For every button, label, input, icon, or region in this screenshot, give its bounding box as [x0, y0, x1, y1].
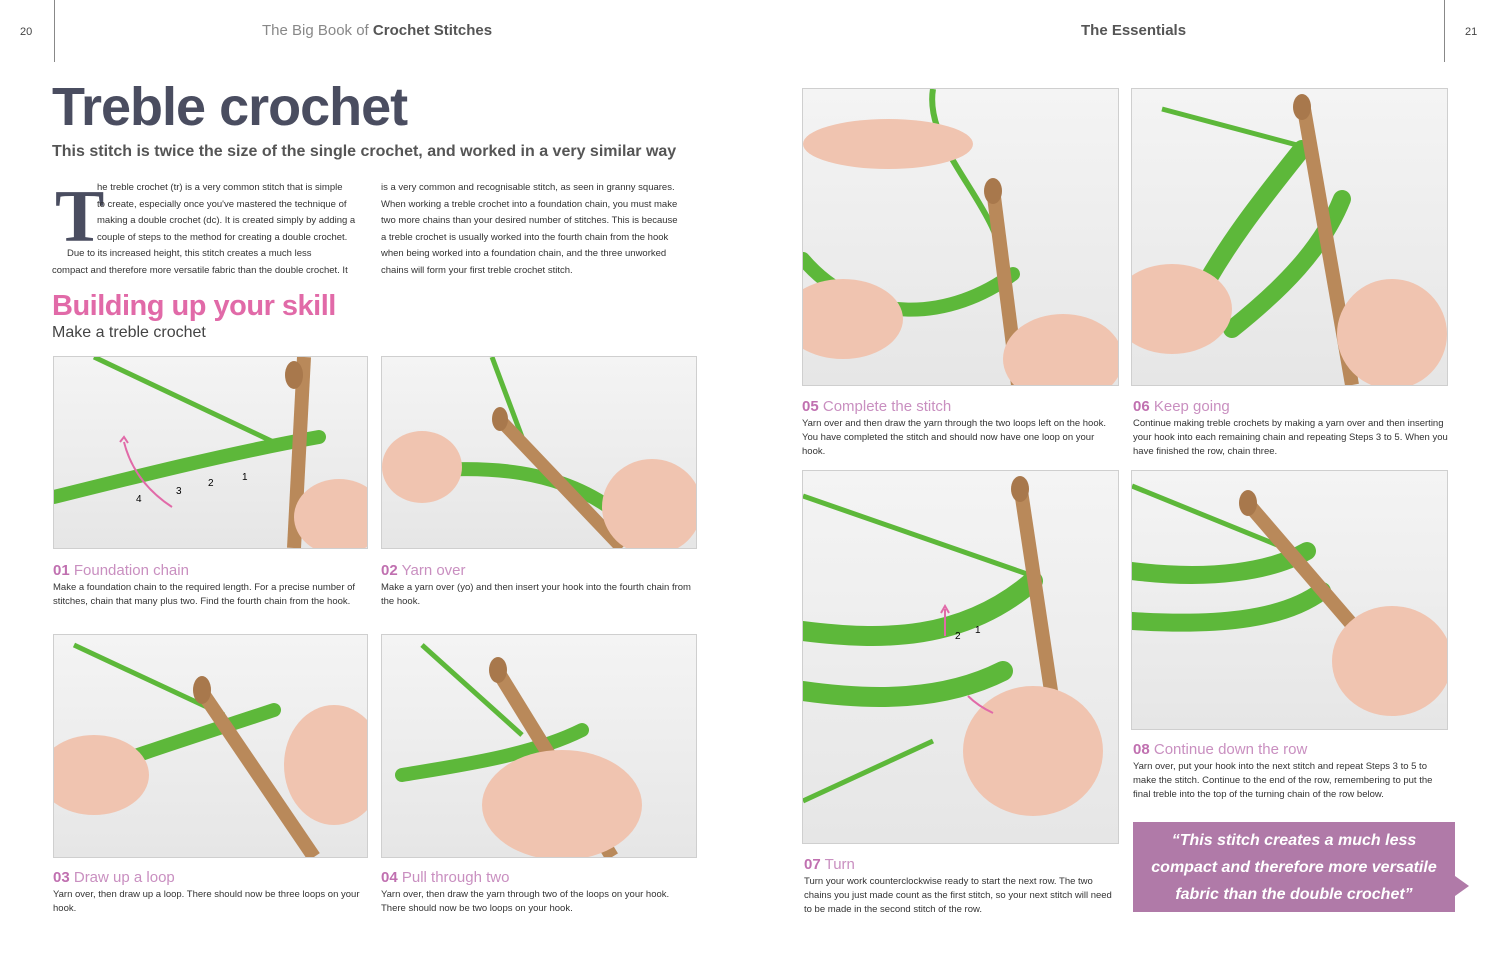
step-02-text: Make a yarn over (yo) and then insert your hook into the fourth chain from the hook.: [381, 582, 691, 607]
step-02-photo: [381, 356, 697, 549]
step-03-photo: [53, 634, 368, 858]
running-header-chapter: The Essentials: [1081, 22, 1187, 39]
right-running-header: [1081, 22, 1186, 39]
step-08-name: Continue down the row: [1153, 741, 1308, 758]
left-page-number: 20: [20, 26, 33, 38]
intro-line: making a double crochet (dc). It is created simply by adding a: [97, 215, 356, 226]
step-08-title: [1133, 741, 1307, 758]
step-01-name: Foundation chain: [73, 562, 189, 579]
intro-line: Due to its increased height, this stitch creates a much less: [67, 248, 312, 259]
article-title: Treble crochet: [52, 77, 408, 137]
article-subtitle: This stitch is twice the size of the single crochet, and worked in a very similar way: [52, 143, 677, 160]
step-03-number: 03: [53, 869, 70, 886]
intro-line: two more chains than your desired number of stitches. This is because: [381, 215, 678, 226]
step-01-title: [53, 562, 189, 579]
step-03-text: Yarn over, then draw up a loop. There should now be three loops on your hook.: [53, 889, 360, 914]
right-header-rule: [1444, 0, 1445, 62]
section-subheading: Make a treble crochet: [52, 324, 206, 341]
intro-line: compact and therefore more versatile fabric than the double crochet. It: [52, 264, 348, 276]
step-04-text: Yarn over, then draw the yarn through two of the loops on your hook. There should now be two loops on your hook.: [381, 889, 670, 914]
step-07-photo: [802, 470, 1119, 844]
step-04-number: 04: [381, 869, 398, 886]
step-05-number: 05: [802, 398, 819, 415]
step-01-number: 01: [53, 562, 70, 579]
step-01-label: 4: [136, 494, 142, 505]
step-06-name: Keep going: [1153, 398, 1230, 415]
step-01-text: Make a foundation chain to the required length. For a precise number of stitches, chain that many plus two. Find the fourth chain from the hook.: [53, 582, 356, 607]
section-heading: Building up your skill: [52, 290, 336, 322]
step-04-photo: [381, 634, 697, 858]
intro-line: couple of steps to the method for creating a double crochet.: [97, 231, 348, 243]
step-01-label: 3: [176, 486, 182, 497]
step-06-photo: [1131, 88, 1448, 386]
step-07-title: [804, 856, 855, 873]
intro-line: When working a treble crochet into a foundation chain, you must make: [381, 198, 678, 210]
step-02-name: Yarn over: [401, 562, 466, 579]
step-04-title: [381, 869, 509, 886]
pull-quote: “This stitch creates a much less compact and therefore more versatile fabric than the double crochet”: [1133, 822, 1455, 912]
left-running-header: [262, 22, 492, 39]
step-08-photo: [1131, 470, 1448, 730]
step-01-photo: [53, 356, 368, 549]
step-05-text: Yarn over and then draw the yarn through the two loops left on the hook. You have completed the stitch and should now have one loop on your hook.: [802, 418, 1107, 457]
step-03-title: [53, 869, 175, 886]
step-05-photo: [802, 88, 1119, 386]
step-01-label: 1: [242, 472, 248, 483]
step-05-name: Complete the stitch: [822, 398, 952, 415]
intro-line: is a very common and recognisable stitch, as seen in granny squares.: [381, 182, 675, 193]
step-07-number: 07: [804, 856, 821, 873]
intro-column-2: [381, 180, 701, 279]
step-07-label: 1: [975, 625, 981, 636]
step-06-title: [1133, 398, 1230, 415]
step-01-label: 2: [208, 478, 214, 489]
right-page-number: 21: [1465, 26, 1478, 38]
intro-line: when being worked into a foundation chain, and the three unworked: [381, 248, 667, 259]
intro-line: a treble crochet is usually worked into the fourth chain from the hook: [381, 231, 669, 243]
running-header-book-prefix: The Big Book of: [262, 22, 373, 39]
running-header-book-title: Crochet Stitches: [372, 22, 493, 39]
step-03-name: Draw up a loop: [73, 869, 175, 886]
step-06-number: 06: [1133, 398, 1150, 415]
step-02-title: [381, 562, 466, 579]
dropcap-letter: T: [55, 176, 105, 258]
step-04-name: Pull through two: [401, 869, 510, 886]
intro-column-1: [52, 176, 372, 279]
step-07-label: 2: [955, 631, 961, 642]
step-07-name: Turn: [824, 856, 855, 873]
intro-line: chains will form your first treble crochet stitch.: [381, 264, 573, 276]
step-08-number: 08: [1133, 741, 1150, 758]
step-05-title: [802, 398, 951, 415]
step-07-text: Turn your work counterclockwise ready to start the next row. The two chains you just made count as the first stitch, so your next stitch will need to be made in the second stitch of the row.: [804, 876, 1112, 915]
intro-line: to create, especially once you've mastered the technique of: [97, 198, 347, 210]
step-08-text: Yarn over, put your hook into the next stitch and repeat Steps 3 to 5 to make the stitch. Continue to the end of the row, remembering to put the final treble into the top of the turning chain of the row below.: [1133, 761, 1433, 800]
step-02-number: 02: [381, 562, 398, 579]
step-06-text: Continue making treble crochets by making a yarn over and then inserting your hook into each remaining chain and repeating Steps 3 to 5. When you have finished the row, chain three.: [1133, 418, 1448, 457]
left-header-rule: [54, 0, 55, 62]
intro-line: he treble crochet (tr) is a very common stitch that is simple: [97, 182, 343, 193]
pull-quote-tail: [1455, 876, 1469, 896]
